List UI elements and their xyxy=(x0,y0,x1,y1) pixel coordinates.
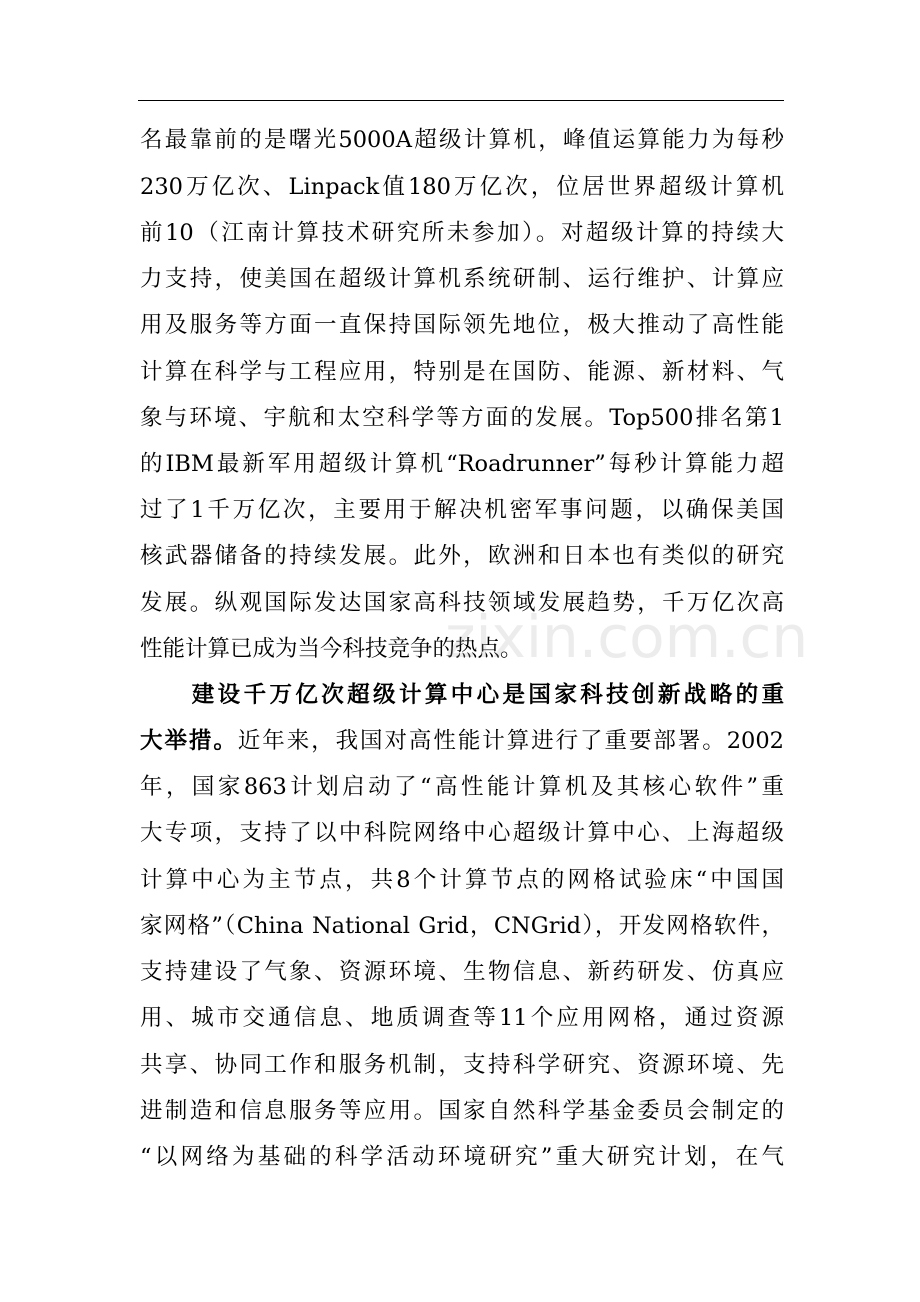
paragraph-line: 的IBM最新军用超级计算机“Roadrunner”每秒计算能力超 xyxy=(140,451,784,477)
paragraph-line: 力支持，使美国在超级计算机系统研制、运行维护、计算应 xyxy=(140,266,784,292)
paragraph-line: 象与环境、宇航和太空科学等方面的发展。Top500排名第1 xyxy=(140,405,784,431)
watermark: zixin.com.cn xyxy=(445,603,809,671)
paragraph-line: 过了1千万亿次，主要用于解决机密军事问题，以确保美国 xyxy=(140,497,784,523)
paragraph-line: 前10（江南计算技术研究所未参加）。对超级计算的持续大 xyxy=(140,220,784,246)
paragraph-line: 共享、协同工作和服务机制，支持科学研究、资源环境、先 xyxy=(140,1052,784,1078)
paragraph-line: 计算在科学与工程应用，特别是在国防、能源、新材料、气 xyxy=(140,359,784,385)
paragraph-line xyxy=(140,677,784,713)
bold-heading-text: 大举措。 xyxy=(140,728,238,754)
bold-heading-text: 建设千万亿次超级计算中心是国家科技创新战略的重 xyxy=(140,682,784,708)
paragraph-line xyxy=(140,723,784,759)
paragraph-line: 支持建设了气象、资源环境、生物信息、新药研发、仿真应 xyxy=(140,959,784,985)
paragraph-line: 230万亿次、Linpack值180万亿次，位居世界超级计算机 xyxy=(140,174,784,200)
paragraph-line: 进制造和信息服务等应用。国家自然科学基金委员会制定的 xyxy=(140,1098,784,1124)
header-rule xyxy=(138,100,784,101)
paragraph-line: 用、城市交通信息、地质调查等11个应用网格，通过资源 xyxy=(140,1005,784,1031)
paragraph-line: 性能计算已成为当今科技竞争的热点。 xyxy=(140,636,523,662)
paragraph-line: 用及服务等方面一直保持国际领先地位，极大推动了高性能 xyxy=(140,312,784,338)
paragraph-text: 近年来，我国对高性能计算进行了重要部署。2002 xyxy=(237,728,784,754)
paragraph-line: 计算中心为主节点，共8个计算节点的网格试验床“中国国 xyxy=(140,867,784,893)
paragraph-line: 家网格”（China National Grid，CNGrid），开发网格软件， xyxy=(140,913,784,939)
paragraph-line: 大专项，支持了以中科院网络中心超级计算中心、上海超级 xyxy=(140,820,784,846)
paragraph-line: 核武器储备的持续发展。此外，欧洲和日本也有类似的研究 xyxy=(140,543,784,569)
paragraph-line: 名最靠前的是曙光5000A超级计算机，峰值运算能力为每秒 xyxy=(140,127,784,153)
paragraph-line: 年，国家863计划启动了“高性能计算机及其核心软件”重 xyxy=(140,774,784,800)
paragraph-line: “以网络为基础的科学活动环境研究”重大研究计划，在气 xyxy=(140,1144,784,1170)
paragraph-line: 发展。纵观国际发达国家高科技领域发展趋势，千万亿次高 xyxy=(140,590,784,616)
